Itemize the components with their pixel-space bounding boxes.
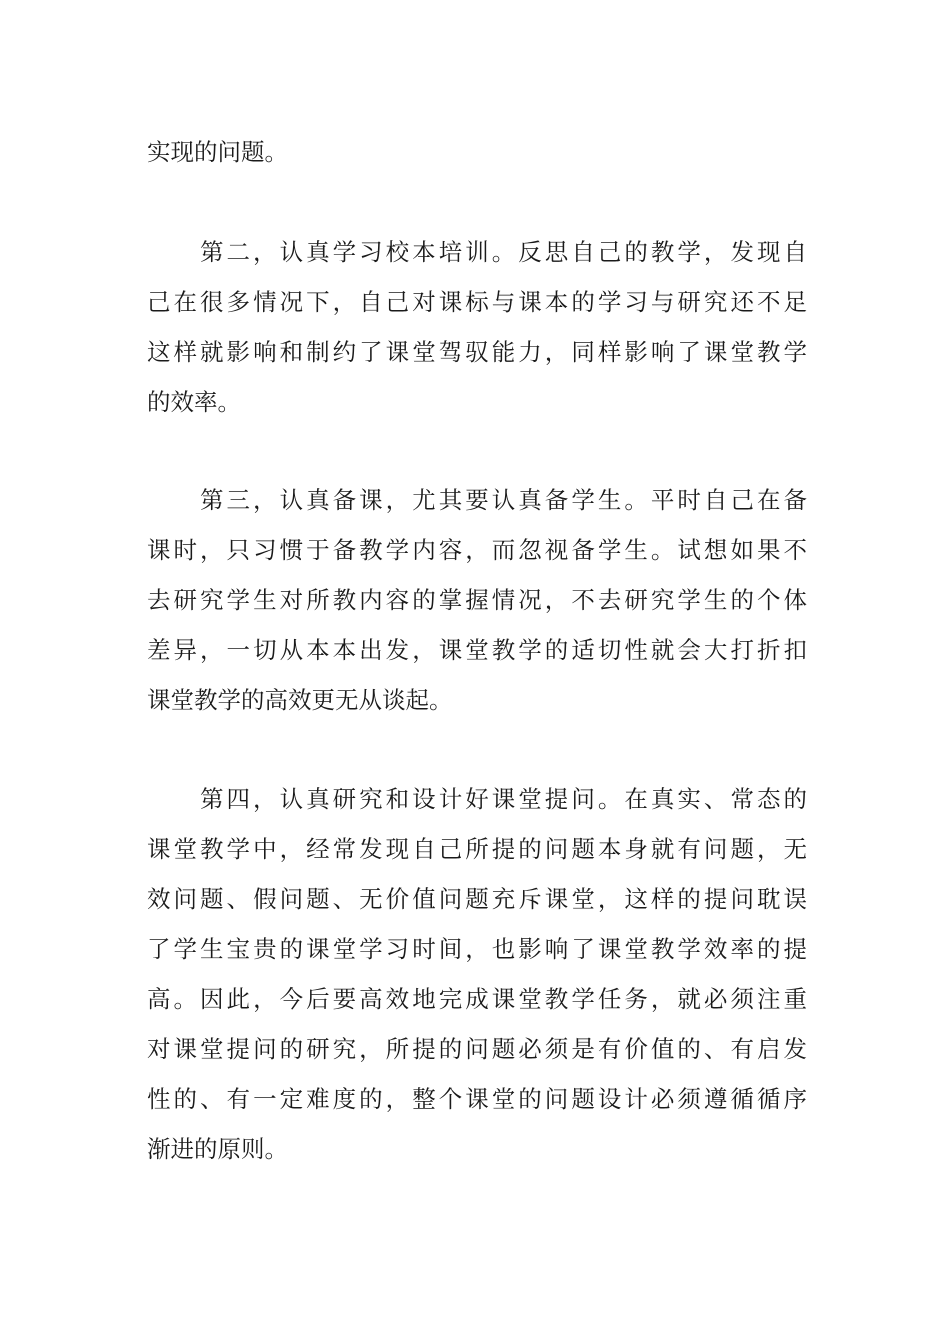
paragraph-4-line-5: 高。因此，今后要高效地完成课堂教学任务，就必须注重 bbox=[147, 985, 807, 1013]
paragraph-4-line-8: 渐进的原则。 bbox=[147, 1135, 288, 1163]
paragraph-4-line-1: 第四，认真研究和设计好课堂提问。在真实、常态的 bbox=[200, 785, 807, 813]
paragraph-4-line-4: 了学生宝贵的课堂学习时间，也影响了课堂教学效率的提 bbox=[147, 935, 807, 963]
paragraph-3-line-5: 课堂教学的高效更无从谈起。 bbox=[147, 686, 453, 714]
paragraph-2-line-4: 的效率。 bbox=[147, 388, 241, 416]
paragraph-3-line-4: 差异，一切从本本出发，课堂教学的适切性就会大打折扣 bbox=[147, 636, 807, 664]
paragraph-2-line-1: 第二，认真学习校本培训。反思自己的教学，发现自 bbox=[200, 238, 807, 266]
paragraph-3-line-3: 去研究学生对所教内容的掌握情况，不去研究学生的个体 bbox=[147, 586, 807, 614]
paragraph-1-line-1: 实现的问题。 bbox=[147, 138, 288, 166]
paragraph-4-line-3: 效问题、假问题、无价值问题充斥课堂，这样的提问耽误 bbox=[147, 885, 807, 913]
paragraph-4-line-6: 对课堂提问的研究，所提的问题必须是有价值的、有启发 bbox=[147, 1035, 807, 1063]
paragraph-2-line-2: 己在很多情况下，自己对课标与课本的学习与研究还不足 bbox=[147, 288, 807, 316]
paragraph-3-line-2: 课时，只习惯于备教学内容，而忽视备学生。试想如果不 bbox=[147, 536, 807, 564]
paragraph-4-line-2: 课堂教学中，经常发现自己所提的问题本身就有问题，无 bbox=[147, 835, 807, 863]
paragraph-3-line-1: 第三，认真备课，尤其要认真备学生。平时自己在备 bbox=[200, 486, 807, 514]
paragraph-4-line-7: 性的、有一定难度的，整个课堂的问题设计必须遵循循序 bbox=[147, 1085, 807, 1113]
paragraph-2-line-3: 这样就影响和制约了课堂驾驭能力，同样影响了课堂教学 bbox=[147, 338, 807, 366]
